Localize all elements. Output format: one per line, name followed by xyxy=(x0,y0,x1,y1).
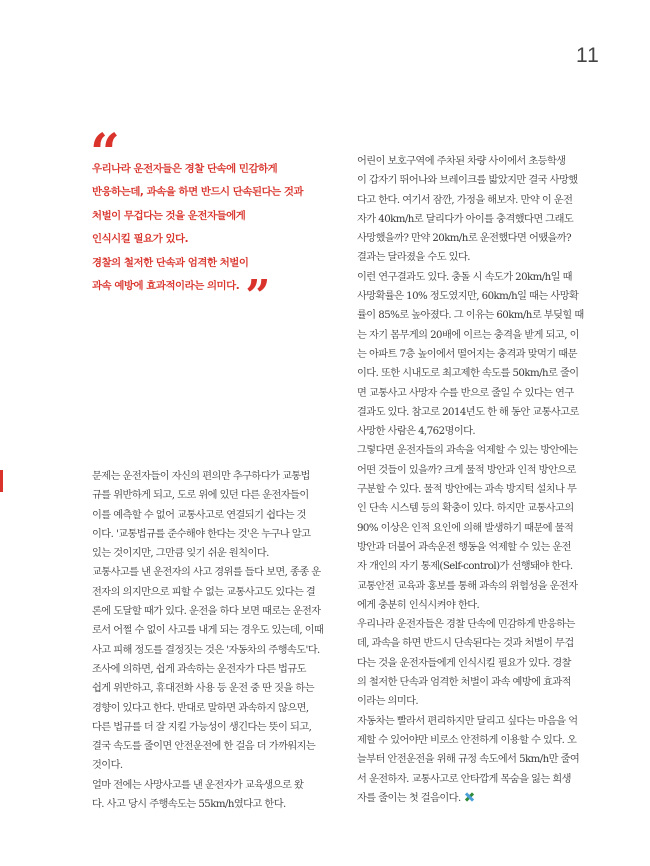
page-number: 11 xyxy=(576,44,600,67)
open-quote-icon: “ xyxy=(90,123,114,184)
body-line: 어린이 보호구역에 주차된 차량 사이에서 초등학생 xyxy=(357,156,566,167)
body-line: 인 단속 시스템 등의 확충이 있다. 하지만 교통사고의 xyxy=(357,503,574,515)
body-line: 자동차는 빨라서 편리하지만 달리고 싶다는 마음을 억 xyxy=(357,715,578,727)
body-line: 률이 85%로 높아졌다. 그 이유는 60km/h로 부딪힐 때 xyxy=(357,310,584,322)
body-line: 방안과 더불어 과속운전 행동을 억제할 수 있는 운전 xyxy=(357,541,571,553)
body-line: 제할 수 있어야만 비로소 안전하게 이용할 수 있다. 오 xyxy=(357,734,577,746)
body-line: 사망한 사람은 4,762명이다. xyxy=(357,426,476,438)
body-line: 사망확률은 10% 정도였지만, 60km/h일 때는 사망확 xyxy=(357,291,579,303)
pull-quote-line: 우리나라 운전자들은 경찰 단속에 민감하게 xyxy=(92,163,278,175)
close-quote-icon: ” xyxy=(245,271,265,323)
body-line: 90% 이상은 인적 요인에 의해 발생하기 때문에 물적 xyxy=(357,522,574,534)
body-line: 문제는 운전자들이 자신의 편의만 추구하다가 교통법 xyxy=(92,471,310,482)
body-line: 이를 예측할 수 없어 교통사고로 연결되기 쉽다는 것 xyxy=(92,509,306,521)
left-column xyxy=(92,467,345,814)
body-line: 면 교통사고 사망자 수를 반으로 줄일 수 있다는 연구 xyxy=(357,387,574,399)
pull-quote xyxy=(90,123,342,323)
body-line: 구분할 수 있다. 물적 방안에는 과속 방지턱 설치나 무 xyxy=(357,484,577,496)
body-line: 다는 것을 운전자들에게 인식시킬 필요가 있다. 경찰 xyxy=(357,657,571,669)
body-line: 는 자기 몸무게의 20배에 이르는 충격을 받게 되고, 이 xyxy=(357,329,579,341)
pull-quote-line: 반응하는데, 과속을 하면 반드시 단속된다는 것과 xyxy=(92,186,304,199)
body-line: 교통안전 교육과 홍보를 통해 과속의 위험성을 운전자 xyxy=(357,580,578,592)
body-line: 사고 피해 정도를 결정짓는 것은 '자동차의 주행속도'다. xyxy=(92,644,320,656)
body-line: 이 갑자기 뛰어나와 브레이크를 밟았지만 결국 사망했 xyxy=(357,175,578,187)
margin-accent-bar xyxy=(0,470,3,492)
body-line: 있는 것이지만, 그만큼 잊기 쉬운 원칙이다. xyxy=(92,548,269,560)
body-line: 이런 연구결과도 있다. 충돌 시 속도가 20km/h일 때 xyxy=(357,271,572,283)
pull-quote-line: 경찰의 철저한 단속과 엄격한 처벌이 xyxy=(92,256,249,269)
body-line: 는 아파트 7층 높이에서 떨어지는 충격과 맞먹기 때문 xyxy=(357,348,577,360)
body-line: 서 운전하자. 교통사고로 안타깝게 목숨을 잃는 희생 xyxy=(357,773,571,785)
body-line: 경향이 있다고 한다. 반대로 말하면 과속하지 않으면, xyxy=(92,702,309,714)
body-line: 늘부터 안전운전을 위해 규정 속도에서 5km/h만 줄여 xyxy=(357,754,580,766)
body-line: 론에 도달할 때가 있다. 운전을 하다 보면 때로는 운전자 xyxy=(92,606,321,618)
body-line: 결과는 달라졌을 수도 있다. xyxy=(357,252,470,264)
pull-quote-line: 인식시킬 필요가 있다. xyxy=(92,233,189,246)
body-line: 결국 속도를 줄이면 안전운전에 한 걸음 더 가까워지는 xyxy=(92,741,316,753)
pull-quote-line: 처벌이 무겁다는 것을 운전자들에게 xyxy=(92,209,246,222)
body-line: 우리나라 운전자들은 경찰 단속에 민감하게 반응하는 xyxy=(357,619,575,631)
body-line: 교통사고를 낸 운전자의 사고 경위를 들다 보면, 종종 운 xyxy=(92,567,321,579)
body-line: 자가 40km/h로 달리다가 아이를 충격했다면 그래도 xyxy=(357,213,574,225)
body-line: 의 철저한 단속과 엄격한 처벌이 과속 예방에 효과적 xyxy=(357,677,571,689)
body-line: 사망했을까? 만약 20km/h로 운전했다면 어땠을까? xyxy=(357,233,572,245)
body-line: 이다. '교통법규를 준수해야 한다는 것'은 누구나 알고 xyxy=(92,528,311,540)
body-line: 다고 한다. 여기서 잠깐, 가정을 해보자. 만약 이 운전 xyxy=(357,194,573,206)
body-line: 다. 사고 당시 주행속도는 55km/h였다고 한다. xyxy=(92,799,286,811)
body-line: 다른 법규를 더 잘 지킬 가능성이 생긴다는 뜻이 되고, xyxy=(92,721,312,733)
body-text: 자를 줄이는 첫 걸음이다. xyxy=(357,792,461,804)
body-line: 자 개인의 자기 통제(Self-control)가 선행돼야 한다. xyxy=(357,561,573,573)
end-mark-icon xyxy=(464,792,474,802)
body-line: 이라는 의미다. xyxy=(357,696,419,708)
body-line-last xyxy=(357,789,610,808)
body-line: 조사에 의하면, 쉽게 과속하는 운전자가 다른 법규도 xyxy=(92,663,306,675)
body-line: 그렇다면 운전자들의 과속을 억제할 수 있는 방안에는 xyxy=(357,445,578,457)
body-line: 어떤 것들이 있을까? 크게 물적 방안과 인적 방안으로 xyxy=(357,464,576,476)
body-line: 전자의 의지만으로 피할 수 없는 교통사고도 있다는 결 xyxy=(92,586,316,598)
body-line: 쉽게 위반하고, 휴대전화 사용 등 운전 중 딴 짓을 하는 xyxy=(92,683,314,695)
body-line: 결과도 있다. 참고로 2014년도 한 해 동안 교통사고로 xyxy=(357,406,579,418)
pull-quote-line-last xyxy=(92,271,342,323)
body-line: 것이다. xyxy=(92,760,123,772)
body-line: 규를 위반하게 되고, 도로 위에 있던 다른 운전자들이 xyxy=(92,490,309,502)
body-line: 데, 과속을 하면 반드시 단속된다는 것과 처벌이 무겁 xyxy=(357,638,574,650)
body-line: 얼마 전에는 사망사고를 낸 운전자가 교육생으로 왔 xyxy=(92,779,304,791)
body-line: 로서 어쩔 수 없이 사고를 내게 되는 경우도 있는데, 이때 xyxy=(92,625,324,637)
body-line: 이다. 또한 시내도로 최고제한 속도를 50km/h로 줄이 xyxy=(357,368,579,380)
right-column xyxy=(357,152,610,808)
body-line: 에게 충분히 인식시켜야 한다. xyxy=(357,599,480,611)
pull-quote-text: 과속 예방에 효과적이라는 의미다. xyxy=(92,280,240,293)
